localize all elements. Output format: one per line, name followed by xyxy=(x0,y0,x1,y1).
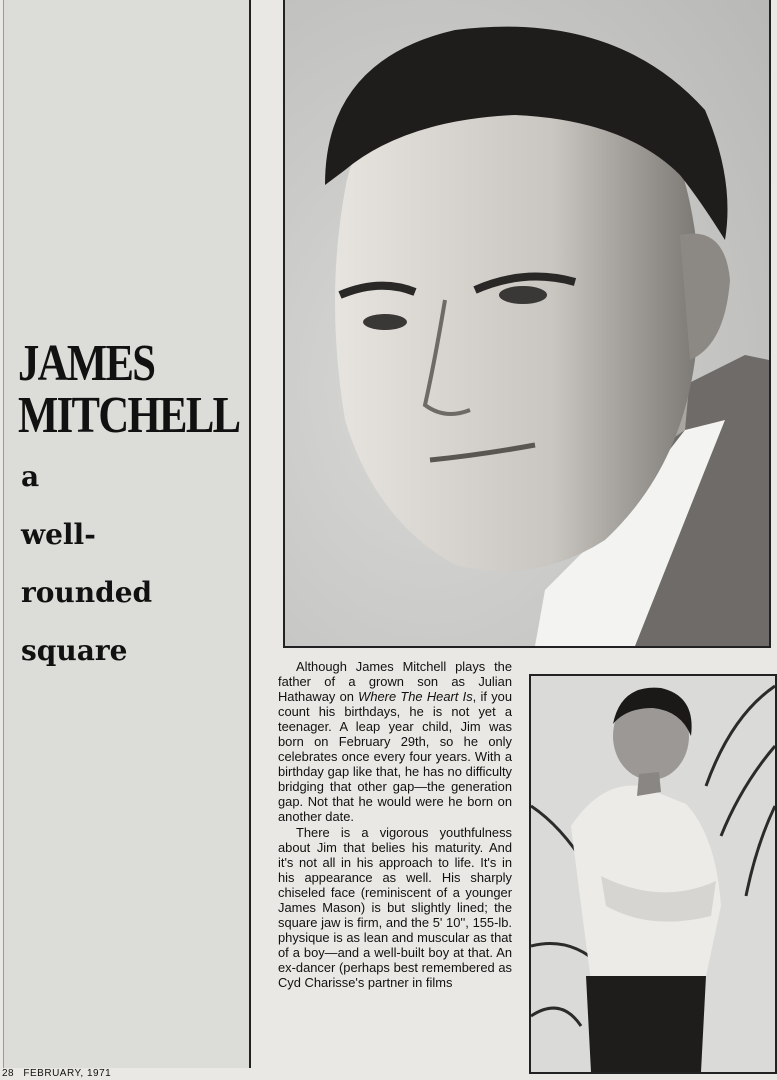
subtitle-line-1: a xyxy=(21,460,40,493)
portrait-illustration xyxy=(285,0,769,646)
page-number: 28 xyxy=(2,1068,15,1079)
article-title xyxy=(18,335,240,444)
paragraph-1: Although James Mitchell plays the father of a grown son as Julian Hathaway on Where The Heart Is, if you count his birthdays, he is not yet a teenager. A leap year child, Jim was born on February 29th, so he only celebrates once every four years. With a birthday gap like that, he has no difficulty bridging that other gap—the generation gap. Not that he would were he born on another date. xyxy=(278,659,512,825)
subtitle-line-2: well- xyxy=(21,518,96,551)
title-line-1: JAMES xyxy=(18,335,155,392)
article-subtitle xyxy=(21,448,152,680)
page-footer xyxy=(2,1068,117,1079)
show-title: Where The Heart Is xyxy=(358,689,473,705)
portrait-photo xyxy=(283,0,771,648)
full-figure-photo xyxy=(529,674,777,1074)
issue-date: FEBRUARY, 1971 xyxy=(23,1068,112,1079)
article-body xyxy=(278,659,512,990)
subtitle-line-4: square xyxy=(21,634,128,667)
subtitle-line-3: rounded xyxy=(21,576,153,609)
full-figure-illustration xyxy=(531,676,775,1072)
title-line-2: MITCHELL xyxy=(18,387,240,444)
paragraph-2: There is a vigorous youthfulness about Jim that belies his maturity. And it's not all in his approach to life. It's in his appearance as well. His sharply chiseled face (reminiscent of a younger James Mason) is but slightly lined; the square jaw is firm, and the 5' 10'', 155-lb. physique is as lean and muscular as that of a boy—and a well-built boy at that. An ex-dancer (perhaps best remembered as Cyd Charisse's partner in films xyxy=(278,824,512,990)
